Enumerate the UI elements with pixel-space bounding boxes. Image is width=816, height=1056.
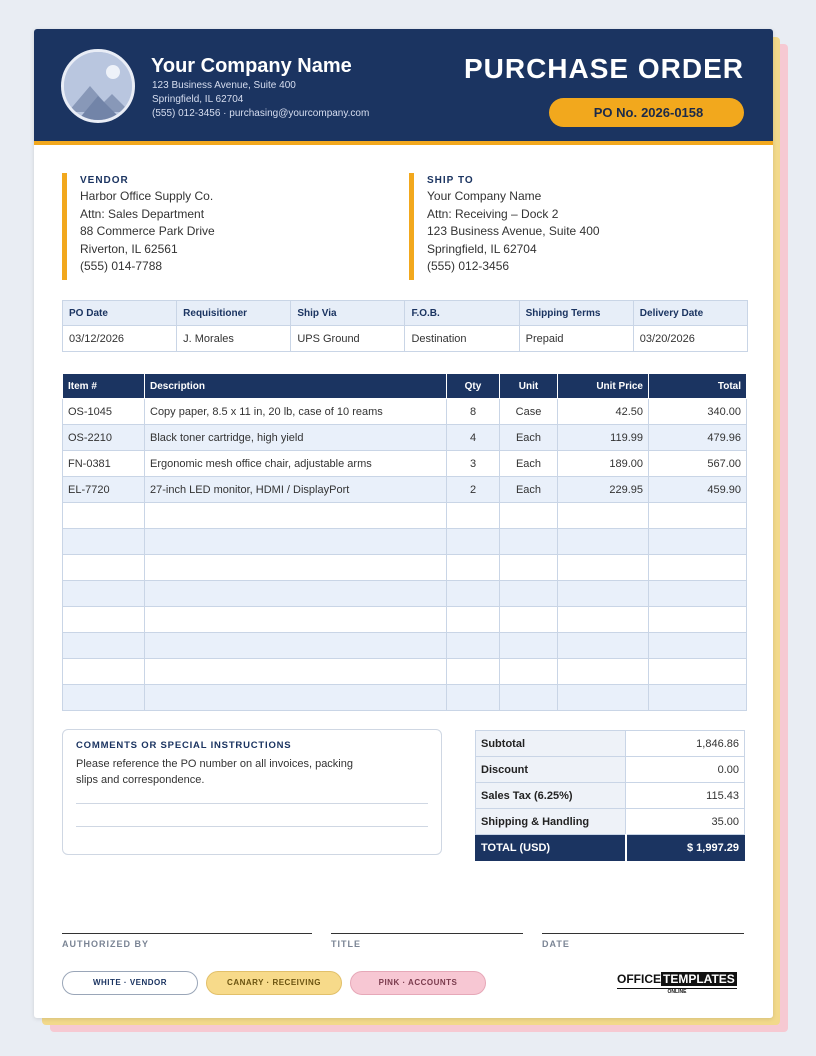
title-signature-line: TITLE — [331, 933, 523, 949]
order-info-header: Requisitioner — [177, 301, 291, 326]
unit-price-cell — [558, 529, 649, 555]
unit-price-cell — [558, 503, 649, 529]
po-number-badge — [549, 98, 744, 127]
vendor-label: VENDOR — [80, 175, 129, 186]
date-signature-line: DATE — [542, 933, 744, 949]
unit-cell — [500, 529, 558, 555]
unit-cell: Each — [500, 451, 558, 477]
ship-to-line: Springfield, IL 62704 — [427, 241, 537, 256]
company-city: Springfield, IL 62704 — [152, 94, 244, 105]
order-info-value: Destination — [405, 326, 519, 352]
item-number-cell — [63, 607, 145, 633]
company-name: Your Company Name — [151, 55, 352, 77]
totals-row-discount — [476, 757, 745, 783]
line-item-row — [63, 477, 747, 503]
brand-word-templates: TEMPLATES — [663, 972, 735, 986]
unit-cell — [500, 685, 558, 711]
line-item-row — [63, 659, 747, 685]
items-header-item: Item # — [63, 374, 145, 399]
line-total-cell — [649, 633, 747, 659]
qty-cell: 3 — [447, 451, 500, 477]
items-header-description: Description — [145, 374, 447, 399]
totals-value: 0.00 — [626, 757, 745, 783]
line-total-cell — [649, 555, 747, 581]
line-items-header-row — [63, 374, 747, 399]
qty-cell — [447, 503, 500, 529]
line-total-cell: 459.90 — [649, 477, 747, 503]
ship-to-line: (555) 012-3456 — [427, 259, 510, 273]
items-header-total: Total — [649, 374, 747, 399]
line-item-row — [63, 581, 747, 607]
order-info-value: Prepaid — [519, 326, 633, 352]
line-total-cell — [649, 659, 747, 685]
qty-cell — [447, 633, 500, 659]
unit-cell: Case — [500, 399, 558, 425]
totals-label: Subtotal — [476, 731, 626, 757]
item-number-cell — [63, 685, 145, 711]
white-vendor-copy-badge: WHITE · VENDOR — [62, 971, 198, 995]
line-item-row — [63, 425, 747, 451]
line-item-row — [63, 555, 747, 581]
unit-price-cell — [558, 555, 649, 581]
qty-cell: 8 — [447, 399, 500, 425]
ship-to-block — [409, 173, 729, 280]
order-info-header: Delivery Date — [633, 301, 747, 326]
line-total-cell: 567.00 — [649, 451, 747, 477]
unit-price-cell: 229.95 — [558, 477, 649, 503]
description-cell — [145, 529, 447, 555]
line-total-cell — [649, 607, 747, 633]
comments-text: Please reference the PO number on all invoices, packing slips and correspondence. — [76, 758, 353, 786]
description-cell — [145, 659, 447, 685]
unit-price-cell — [558, 607, 649, 633]
line-total-cell — [649, 685, 747, 711]
line-total-cell — [649, 503, 747, 529]
description-cell — [145, 685, 447, 711]
unit-cell — [500, 659, 558, 685]
totals-label: Sales Tax (6.25%) — [476, 783, 626, 809]
line-item-row — [63, 607, 747, 633]
unit-price-cell: 119.99 — [558, 425, 649, 451]
totals-table — [475, 730, 745, 861]
description-cell — [145, 633, 447, 659]
totals-value: 35.00 — [626, 809, 745, 835]
company-contact: (555) 012-3456 · purchasing@yourcompany.com — [152, 108, 370, 119]
line-item-row — [63, 503, 747, 529]
authorized-by-signature-line: AUTHORIZED BY — [62, 933, 312, 949]
comment-line — [76, 803, 428, 804]
item-number-cell — [63, 581, 145, 607]
totals-value: 1,846.86 — [626, 731, 745, 757]
order-info-value: 03/12/2026 — [63, 326, 177, 352]
items-header-unit-price: Unit Price — [558, 374, 649, 399]
comment-line — [76, 826, 428, 827]
vendor-line: Attn: Sales Department — [80, 206, 205, 221]
po-number-value: 2026-0158 — [641, 105, 704, 120]
items-header-qty: Qty — [447, 374, 500, 399]
description-cell — [145, 503, 447, 529]
office-templates-logo — [617, 972, 739, 996]
vendor-block — [62, 173, 382, 280]
totals-row-sales-tax — [476, 783, 745, 809]
order-info-header: Ship Via — [291, 301, 405, 326]
description-cell: Ergonomic mesh office chair, adjustable arms — [145, 451, 447, 477]
totals-row-shipping — [476, 809, 745, 835]
item-number-cell: FN-0381 — [63, 451, 145, 477]
unit-price-cell: 42.50 — [558, 399, 649, 425]
unit-cell: Each — [500, 477, 558, 503]
unit-price-cell — [558, 659, 649, 685]
order-info-header: F.O.B. — [405, 301, 519, 326]
order-info-table — [62, 300, 748, 352]
company-address: 123 Business Avenue, Suite 400 — [152, 80, 296, 91]
unit-price-cell — [558, 685, 649, 711]
description-cell — [145, 581, 447, 607]
line-total-cell — [649, 529, 747, 555]
order-info-value: 03/20/2026 — [633, 326, 747, 352]
item-number-cell: EL-7720 — [63, 477, 145, 503]
qty-cell — [447, 529, 500, 555]
vendor-line: (555) 014-7788 — [80, 259, 163, 273]
order-info-value: UPS Ground — [291, 326, 405, 352]
description-cell — [145, 607, 447, 633]
order-info-value-row — [63, 326, 748, 352]
item-number-cell: OS-1045 — [63, 399, 145, 425]
unit-cell — [500, 555, 558, 581]
item-number-cell — [63, 633, 145, 659]
grand-total-label: TOTAL (USD) — [476, 835, 626, 861]
vendor-line: 88 Commerce Park Drive — [80, 224, 215, 238]
qty-cell — [447, 685, 500, 711]
grand-total-value: $ 1,997.29 — [626, 835, 745, 861]
brand-word-online: ONLINE — [617, 988, 737, 996]
description-cell: 27-inch LED monitor, HDMI / DisplayPort — [145, 477, 447, 503]
qty-cell: 2 — [447, 477, 500, 503]
unit-cell — [500, 607, 558, 633]
line-item-row — [63, 685, 747, 711]
order-info-header: Shipping Terms — [519, 301, 633, 326]
description-cell — [145, 555, 447, 581]
qty-cell — [447, 659, 500, 685]
item-number-cell — [63, 659, 145, 685]
document-title: PURCHASE ORDER — [463, 53, 744, 84]
item-number-cell: OS-2210 — [63, 425, 145, 451]
brand-word-office: OFFICE — [617, 972, 661, 986]
pink-accounts-copy-badge: PINK · ACCOUNTS — [350, 971, 486, 995]
qty-cell — [447, 607, 500, 633]
ship-to-line: Attn: Receiving – Dock 2 — [427, 206, 559, 221]
ship-to-line: 123 Business Avenue, Suite 400 — [427, 224, 600, 238]
qty-cell — [447, 581, 500, 607]
unit-price-cell — [558, 633, 649, 659]
totals-label: Discount — [476, 757, 626, 783]
line-total-cell: 340.00 — [649, 399, 747, 425]
unit-cell — [500, 581, 558, 607]
line-item-row — [63, 451, 747, 477]
totals-value: 115.43 — [626, 783, 745, 809]
comments-title: COMMENTS OR SPECIAL INSTRUCTIONS — [76, 740, 292, 751]
unit-cell — [500, 503, 558, 529]
line-total-cell: 479.96 — [649, 425, 747, 451]
order-info-value: J. Morales — [177, 326, 291, 352]
qty-cell: 4 — [447, 425, 500, 451]
company-logo-placeholder-icon — [61, 49, 135, 123]
order-info-header-row — [63, 301, 748, 326]
totals-row-grand-total — [476, 835, 745, 861]
canary-receiving-copy-badge: CANARY · RECEIVING — [206, 971, 342, 995]
document-header — [34, 29, 773, 145]
item-number-cell — [63, 555, 145, 581]
totals-label: Shipping & Handling — [476, 809, 626, 835]
unit-price-cell: 189.00 — [558, 451, 649, 477]
line-items-table — [62, 373, 747, 711]
line-item-row — [63, 529, 747, 555]
unit-cell: Each — [500, 425, 558, 451]
purchase-order-page — [34, 29, 773, 1018]
po-number-label: PO No. — [593, 105, 638, 120]
item-number-cell — [63, 503, 145, 529]
line-item-row — [63, 633, 747, 659]
ship-to-label: SHIP TO — [427, 175, 474, 186]
unit-cell — [500, 633, 558, 659]
line-total-cell — [649, 581, 747, 607]
line-item-row — [63, 399, 747, 425]
vendor-line: Riverton, IL 62561 — [80, 241, 178, 256]
vendor-line: Harbor Office Supply Co. — [80, 189, 214, 203]
item-number-cell — [63, 529, 145, 555]
unit-price-cell — [558, 581, 649, 607]
ship-to-line: Your Company Name — [427, 189, 542, 203]
description-cell: Black toner cartridge, high yield — [145, 425, 447, 451]
totals-row-subtotal — [476, 731, 745, 757]
order-info-header: PO Date — [63, 301, 177, 326]
items-header-unit: Unit — [500, 374, 558, 399]
comments-box — [62, 729, 442, 855]
description-cell: Copy paper, 8.5 x 11 in, 20 lb, case of 10 reams — [145, 399, 447, 425]
qty-cell — [447, 555, 500, 581]
